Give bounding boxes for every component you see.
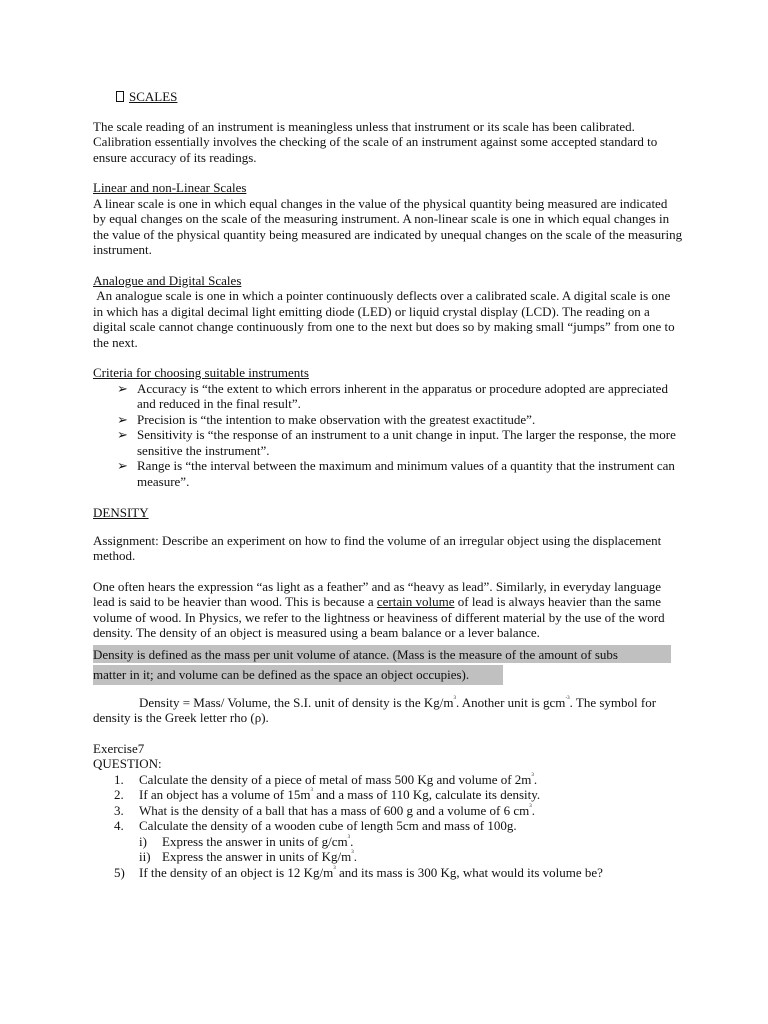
question-item: 2. If an object has a volume of $15m^3$ and a mass of 110 Kg, calculate its density. (114, 787, 541, 802)
question-item: 3. What is the density of a ball that has a mass of 600 g and a volume of 6 $cm^3$. (114, 802, 536, 818)
linear-text: A linear scale is one in which equal changes in the value of the physical quantity being measured are indicated by equal changes on the scale of the measuring instrument. A non-linear scale is one in which equal changes in the value of the physical quantity being measured are indicated by unequal changes on the scale of the measuring instrument. (93, 195, 683, 257)
criteria-list (93, 381, 683, 490)
arrow-bullet-icon: ➢ (117, 427, 128, 442)
list-item: ➢ Sensitivity is “the response of an instrument to a unit change in input. The larger the response, the more sensitive the instrument”. (117, 427, 676, 458)
definition-line-2: matter in it; and volume can be defined as the space an object occupies). (93, 665, 503, 685)
arrow-bullet-icon: ➢ (117, 411, 128, 427)
exercise-section (93, 741, 683, 881)
density-title: DENSITY (93, 505, 149, 520)
list-item: ➢ Range is “the interval between the maximum and minimum values of a quantity that the instrument can measure”. (117, 458, 675, 489)
analogue-section (93, 273, 683, 351)
scales-title-line (116, 89, 683, 105)
question-item: 1. Calculate the density of a piece of metal of mass 500 Kg and volume of $2m^3$. (114, 771, 538, 787)
density-paragraph: One often hears the expression “as light as a feather” and as “heavy as lead”. Similarly, in everyday language lead is said to be heavier than wood. This is because a certain volume of lead is always heavier than the same volume of wood. In Physics, we refer to the lightness or heaviness of different material by the use of the word density. The density of an object is measured using a beam balance or a lever balance. (93, 578, 665, 640)
criteria-heading: Criteria for choosing suitable instruments (93, 365, 309, 380)
document-page (93, 89, 683, 880)
question-item: 5) If the density of an object is 12 $Kg/m^3$ and its mass is 300 Kg, what would its volume be? (114, 864, 603, 880)
scales-title: SCALES (129, 89, 178, 104)
exercise-title: Exercise7 (93, 740, 145, 756)
list-item: ➢ Accuracy is “the extent to which errors inherent in the apparatus or procedure adopted are appreciated and reduced in the final result”. (117, 380, 668, 411)
question-subitem: i) Express the answer in units of $g/cm^3$. (139, 833, 354, 849)
linear-heading: Linear and non-Linear Scales (93, 180, 247, 195)
checkbox-glyph-icon (116, 91, 124, 102)
assignment-text: Assignment: Describe an experiment on how to find the volume of an irregular object using the displacement method. (93, 532, 662, 563)
arrow-bullet-icon: ➢ (117, 458, 128, 473)
list-item: ➢ Precision is “the intention to make observation with the greatest exactitude”. (117, 411, 536, 427)
question-item: 4. Calculate the density of a wooden cube of length 5cm and mass of 100g. (114, 818, 517, 833)
question-subitem: ii) Express the answer in units of $Kg/m^3$. (139, 849, 357, 864)
certain-volume-underlined: certain volume (376, 594, 455, 609)
definition-line-1: Density is defined as the mass per unit volume of atance. (Mass is the measure of the amount of subs (93, 645, 671, 664)
arrow-bullet-icon: ➢ (117, 380, 128, 396)
criteria-section (93, 365, 683, 489)
question-label: QUESTION: (93, 756, 162, 771)
linear-section (93, 180, 683, 258)
density-definition (93, 645, 683, 685)
scales-intro: The scale reading of an instrument is meaningless unless that instrument or its scale has been calibrated. Calibration essentially involves the checking of the scale of an instrument against some accepted standard to ensure accuracy of its readings. (93, 118, 658, 165)
density-formula: Density = Mass/ Volume, the S.I. unit of density is the $Kg/m^3$. Another unit is gcm$^{-3}$. The symbol for density is the Greek letter rho (ρ). (93, 694, 657, 725)
analogue-heading: Analogue and Digital Scales (93, 272, 242, 288)
analogue-text: An analogue scale is one in which a pointer continuously deflects over a calibrated scale. A digital scale is one in which has a digital decimal light emitting diode (LED) or liquid crystal display (LCD). The reading on a digital scale cannot change continuously from one to the next but does so by making small “jumps” from one to the next. (93, 288, 678, 350)
question-list (93, 772, 683, 881)
